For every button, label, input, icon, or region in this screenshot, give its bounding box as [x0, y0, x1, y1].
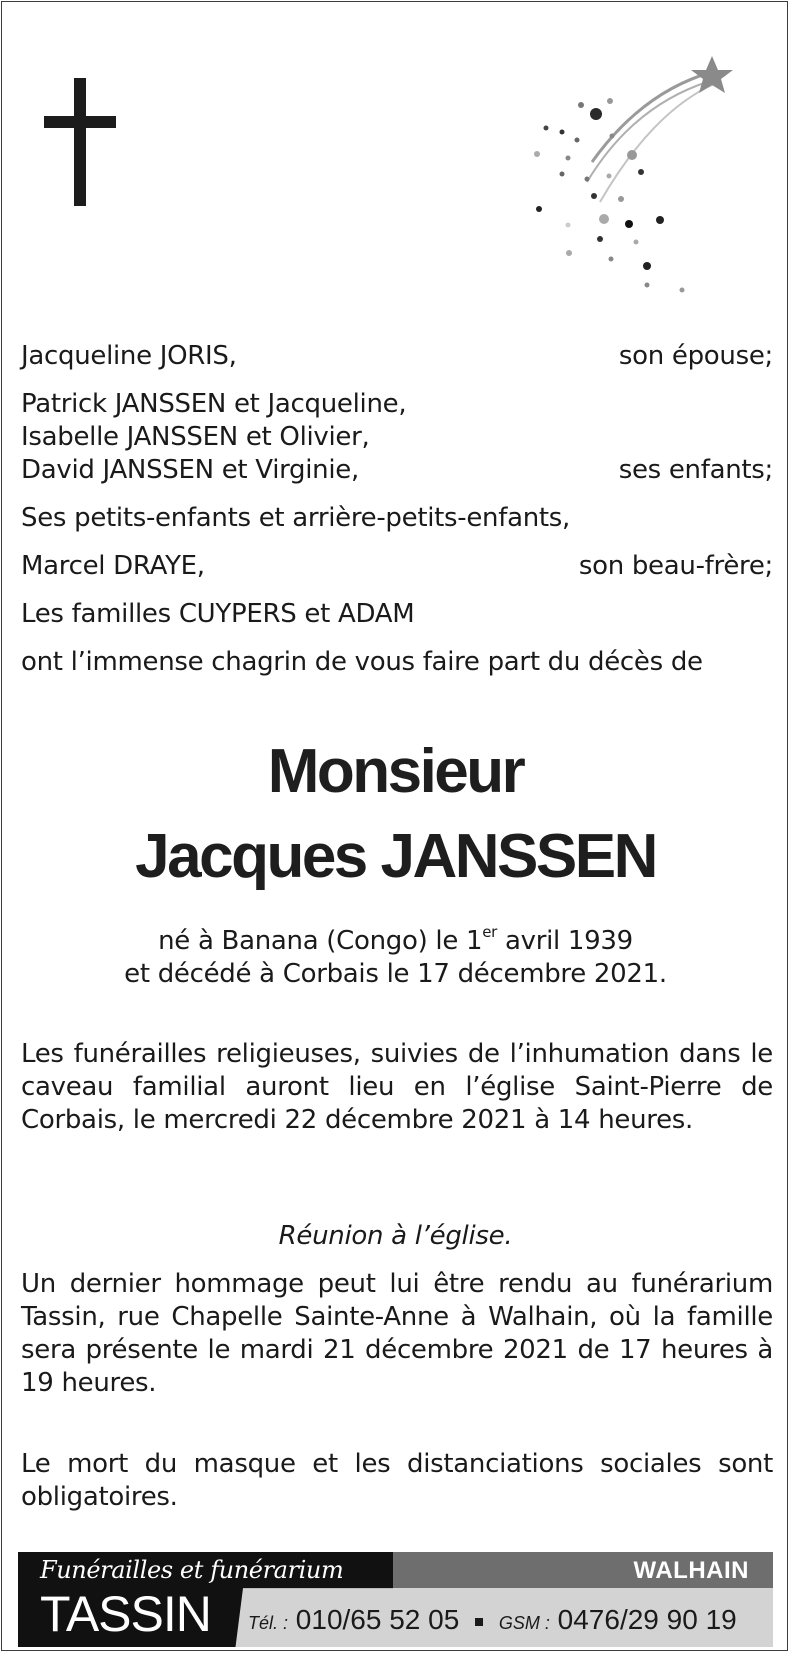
intro-text: ont l’immense chagrin de vous faire part du décès de — [21, 647, 703, 677]
gsm-label: GSM : — [498, 1613, 550, 1633]
family-name: David JANSSEN et Virginie, — [21, 455, 359, 485]
deceased-name: Jacques JANSSEN — [135, 822, 656, 891]
banner-brand: TASSIN — [40, 1586, 211, 1642]
separator-square-icon — [475, 1618, 483, 1626]
birth-prefix: né à Banana (Congo) le 1 — [158, 926, 483, 956]
funeral-paragraph: Les funérailles religieuses, suivies de l’inhumation dans le caveau familial auront lieu en l’église Saint-Pierre de Corbais, le mercredi 22 décembre 2021 à 14 heures. — [21, 1039, 773, 1135]
meeting-line: Réunion à l’église. — [278, 1221, 513, 1251]
cross-icon — [44, 78, 116, 206]
family-line — [21, 339, 773, 373]
family-line — [21, 453, 773, 487]
tel-number: 010/65 52 05 — [295, 1604, 460, 1635]
family-relation: son beau-frère; — [578, 551, 773, 581]
notice-paragraph: Le mort du masque et les distanciations sociales sont obligatoires. — [21, 1449, 773, 1512]
banner-contact — [248, 1602, 737, 1641]
family-name: Les familles CUYPERS et ADAM — [21, 599, 415, 629]
obituary-notice — [1, 1, 788, 1651]
birth-line — [2, 925, 789, 958]
family-name: Isabelle JANSSEN et Olivier, — [21, 422, 370, 452]
family-line — [21, 597, 773, 631]
family-line — [21, 387, 773, 421]
family-line — [21, 420, 773, 454]
banner-town: WALHAIN — [633, 1557, 749, 1584]
tel-label: Tél. : — [248, 1613, 289, 1633]
family-line — [21, 501, 773, 535]
family-line — [21, 549, 773, 583]
birth-suffix: avril 1939 — [497, 926, 633, 956]
family-name: Jacqueline JORIS, — [21, 341, 237, 371]
family-relation: son épouse; — [618, 341, 773, 371]
banner-tagline: Funérailles et funérarium — [40, 1556, 344, 1584]
family-name: Marcel DRAYE, — [21, 551, 205, 581]
shooting-star-icon — [532, 52, 772, 317]
gsm-number: 0476/29 90 19 — [557, 1604, 737, 1635]
birth-sup: er — [482, 923, 498, 942]
funeral-home-banner — [18, 1552, 773, 1647]
death-line: et décédé à Corbais le 17 décembre 2021. — [124, 959, 667, 989]
tribute-paragraph: Un dernier hommage peut lui être rendu au funérarium Tassin, rue Chapelle Sainte-Anne à Walhain, où la famille sera présente le mardi 21 décembre 2021 de 17 heures à 19 heures. — [21, 1269, 773, 1398]
deceased-title: Monsieur — [267, 737, 524, 806]
family-relation: ses enfants; — [618, 455, 773, 485]
family-name: Patrick JANSSEN et Jacqueline, — [21, 389, 407, 419]
family-name: Ses petits-enfants et arrière-petits-enfants, — [21, 503, 571, 533]
